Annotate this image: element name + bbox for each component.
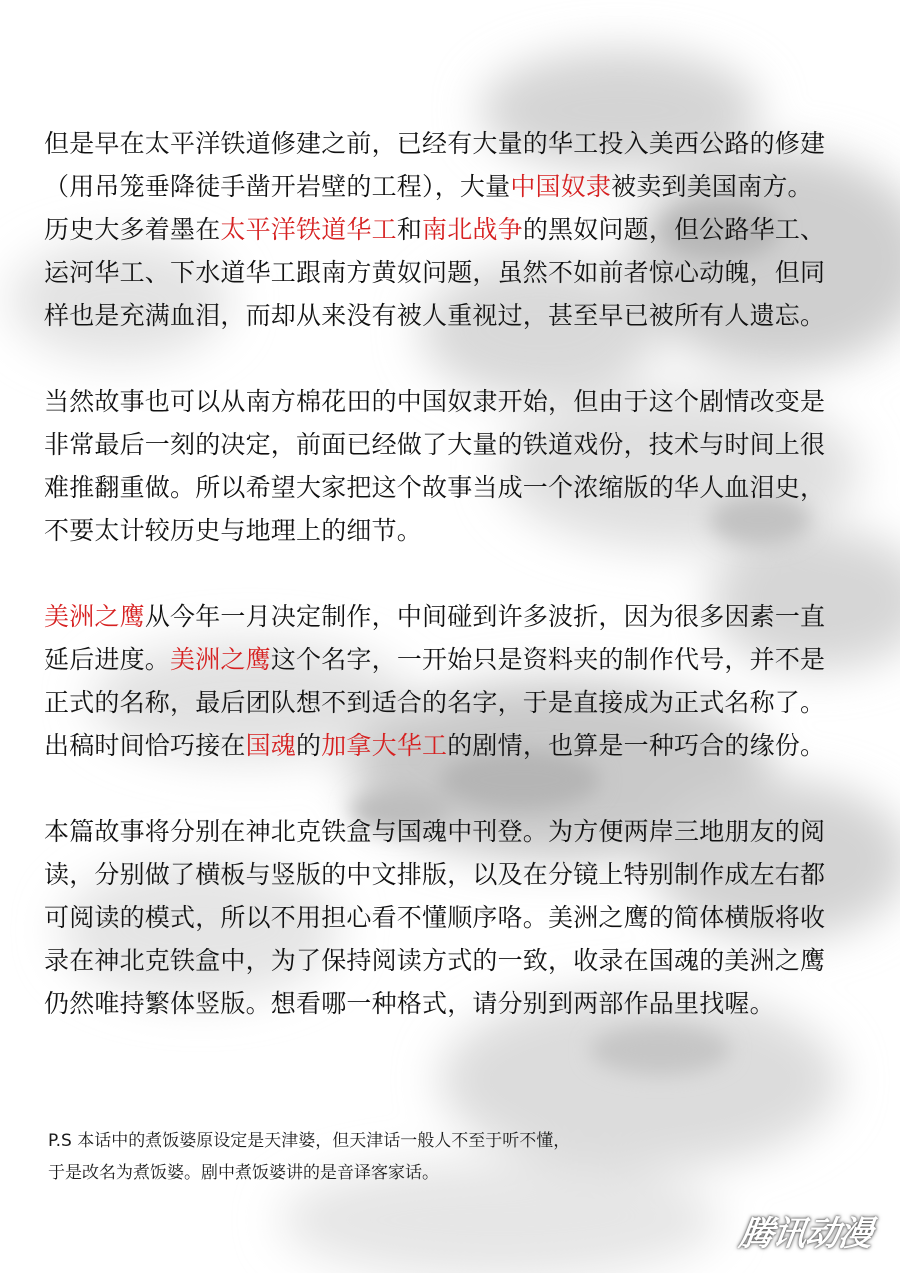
highlight-text: 加拿大华工: [321, 731, 448, 760]
highlight-text: 中国奴隶: [510, 172, 612, 201]
text-segment: 这个名字，一开始只是资料夹的制作代号，并不是 正式的名称，最后团队想不到适合的名字，于是直接成为正式名称了。 出稿时间恰巧接在: [44, 645, 826, 760]
paragraph: [44, 380, 860, 552]
text-segment: 本篇故事将分别在神北克铁盒与国魂中刊登。为方便两岸三地朋友的阅 读，分别做了横板与竖版的中文排版，以及在分镜上特别制作成左右都 可阅读的模式，所以不用担心看不懂顺序咯。美洲之鹰的简体横版将收 录在神北克铁盒中，为了保持阅读方式的一致，收录在国魂的美洲之鹰 仍然唯持繁体竖版。想看哪一种格式，请分别到两部作品里找喔。: [44, 817, 826, 1018]
paragraph: [44, 595, 860, 767]
article-body: [44, 122, 860, 1025]
highlight-text: 太平洋铁道华工: [220, 215, 397, 244]
text-segment: 从今年一月决定制作，中间碰到许多波折，因为很多因素一直 延后进度。: [44, 602, 826, 674]
paragraph: [44, 122, 860, 337]
postscript-note: P.S 本话中的煮饭婆原设定是天津婆，但天津话一般人不至于听不懂， 于是改名为煮饭婆。剧中煮饭婆讲的是音译客家话。: [48, 1131, 571, 1183]
text-segment: 但是早在太平洋铁道修建之前，已经有大量的华工投入美西公路的修建 （用吊笼垂降徒手凿开岩壁的工程），大量: [44, 129, 826, 201]
highlight-text: 美洲之鹰: [44, 602, 145, 631]
highlight-text: 美洲之鹰: [170, 645, 271, 674]
text-segment: 和: [396, 215, 423, 244]
watermark-logo: 腾讯动漫: [736, 1214, 875, 1254]
highlight-text: 国魂: [245, 731, 297, 760]
text-segment: 的剧情，也算是一种巧合的缘份。: [447, 731, 826, 760]
text-segment: 的: [296, 731, 322, 760]
text-segment: 的黑奴问题，但公路华工、 运河华工、下水道华工跟南方黄奴问题，虽然不如前者惊心动魄，但同 样也是充满血泪，而却从来没有被人重视过，甚至早已被所有人遗忘。: [44, 215, 826, 330]
text-segment: 当然故事也可以从南方棉花田的中国奴隶开始，但由于这个剧情改变是 非常最后一刻的决定，前面已经做了大量的铁道戏份，技术与时间上很 难推翻重做。所以希望大家把这个故事当成一个浓缩版的华人血泪史， 不要太计较历史与地理上的细节。: [44, 387, 826, 545]
highlight-text: 南北战争: [422, 215, 523, 244]
paragraph: [44, 810, 860, 1025]
text-segment: 被卖到美国南方。 历史大多着墨在: [44, 172, 813, 244]
